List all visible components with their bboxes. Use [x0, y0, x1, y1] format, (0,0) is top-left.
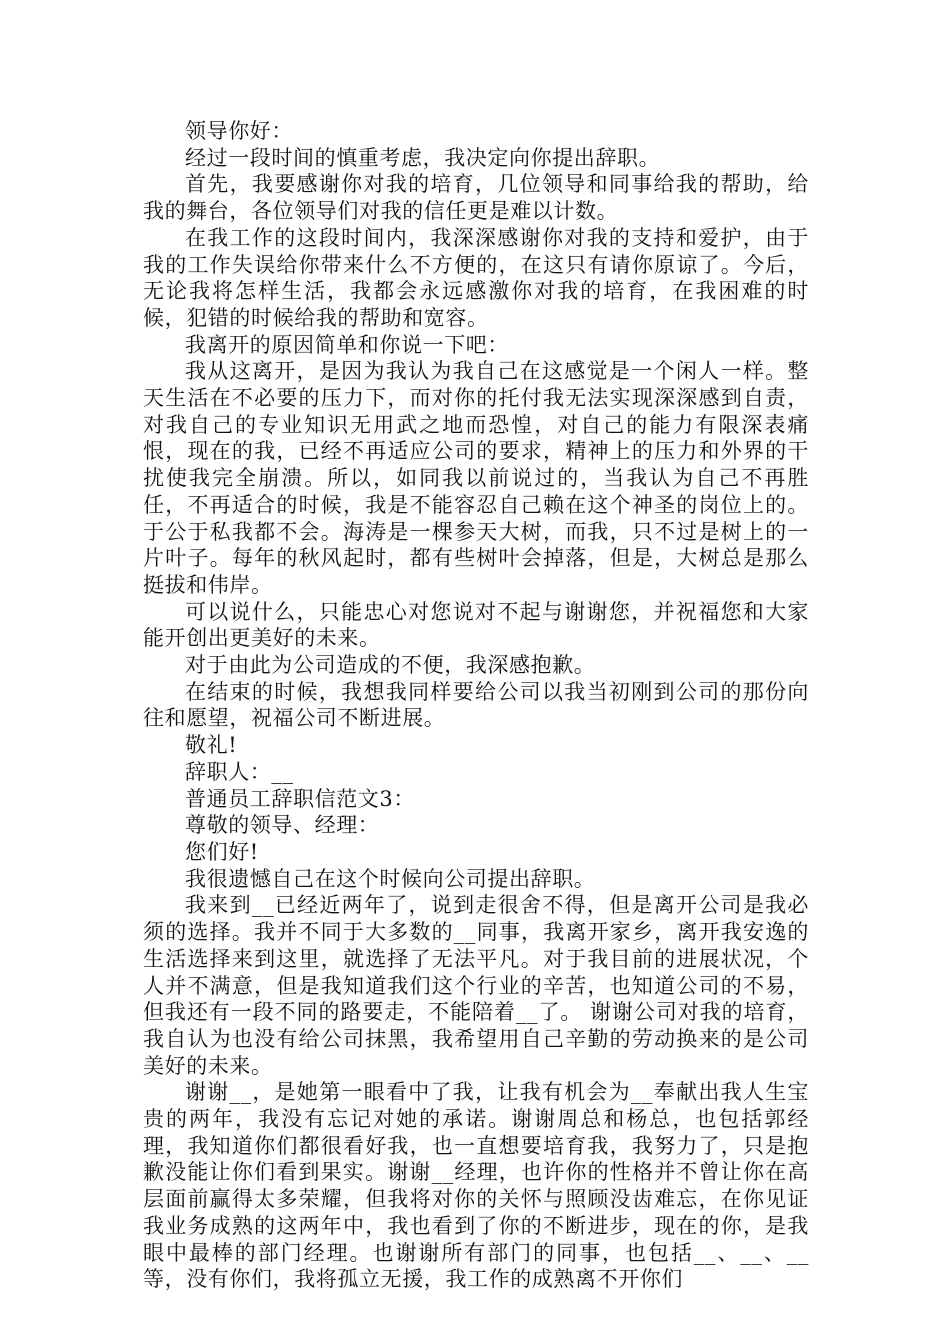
paragraph: 可以说什么，只能忠心对您说对不起与谢谢您，并祝福您和大家能开创出更美好的未来。 — [143, 599, 809, 651]
paragraph: 对于由此为公司造成的不便，我深感抱歉。 — [185, 653, 596, 678]
section-heading: 普通员工辞职信范文3： — [185, 786, 415, 811]
greeting: 领导你好： — [185, 119, 293, 143]
signature-line: 辞职人：__ — [185, 759, 294, 784]
paragraph: 我来到__已经近两年了，说到走很舍不得，但是离开公司是我必须的选择。我并不同于大多数的__同事，我离开家乡，离开我安逸的生活选择来到这里，就选择了无法平凡。对于我目前的进展状况，个人并不满意，但是我知道我们这个行业的辛苦，也知道公司的不易，但我还有一段不同的路要走，不能陪着__了。 谢谢公司对我的培育，我自认为也没有给公司抹黑，我希望用自己辛勤的劳动换来的是公司美好的未来。 — [143, 893, 809, 1078]
paragraph: 在我工作的这段时间内，我深深感谢你对我的支持和爱护，由于我的工作失误给你带来什么不方便的，在这只有请你原谅了。今后，无论我将怎样生活，我都会永远感激你对我的培育，在我困难的时候，犯错的时候给我的帮助和宽容。 — [143, 225, 809, 330]
paragraph: 首先，我要感谢你对我的培育，几位领导和同事给我的帮助，给我的舞台，各位领导们对我的信任更是难以计数。 — [143, 172, 809, 224]
paragraph: 经过一段时间的慎重考虑，我决定向你提出辞职。 — [185, 145, 661, 170]
greeting: 您们好! — [185, 839, 259, 864]
paragraph: 谢谢__，是她第一眼看中了我，让我有机会为__奉献出我人生宝贵的两年，我没有忘记对她的承诺。谢谢周总和杨总，也包括郭经理，我知道你们都很看好我，也一直想要培育我，我努力了，只是抱歉没能让你们看到果实。谢谢__经理，也许你的性格并不曾让你在高层面前赢得太多荣耀，但我将对你的关怀与照顾没齿难忘，在你见证我业务成熟的这两年中，我也看到了你的不断进步，现在的你，是我眼中最棒的部门经理。也谢谢所有部门的同事，也包括__、__、__等，没有你们，我将孤立无援，我工作的成熟离不开你们 — [143, 1080, 809, 1292]
closing-salute: 敬礼! — [185, 733, 238, 758]
paragraph: 我从这离开，是因为我认为我自己在这感觉是一个闲人一样。整天生活在不必要的压力下，而对你的托付我无法实现深深感到自责，对我自己的专业知识无用武之地而恐惶，对自己的能力有限深表痛恨，现在的我，已经不再适应公司的要求，精神上的压力和外界的干扰使我完全崩溃。所以，如同我以前说过的，当我认为自己不再胜任，不再适合的时候，我是不能容忍自己赖在这个神圣的岗位上的。于公于私我都不会。海涛是一棵参天大树，而我，只不过是树上的一片叶子。每年的秋风起时，都有些树叶会掉落，但是，大树总是那么挺拔和伟岸。 — [143, 359, 809, 597]
paragraph: 我很遗憾自己在这个时候向公司提出辞职。 — [185, 866, 596, 891]
paragraph: 我离开的原因简单和你说一下吧： — [185, 332, 509, 357]
salutation: 尊敬的领导、经理： — [185, 813, 380, 838]
document-body — [143, 118, 809, 1293]
paragraph: 在结束的时候，我想我同样要给公司以我当初刚到公司的那份向往和愿望，祝福公司不断进展。 — [143, 679, 809, 731]
